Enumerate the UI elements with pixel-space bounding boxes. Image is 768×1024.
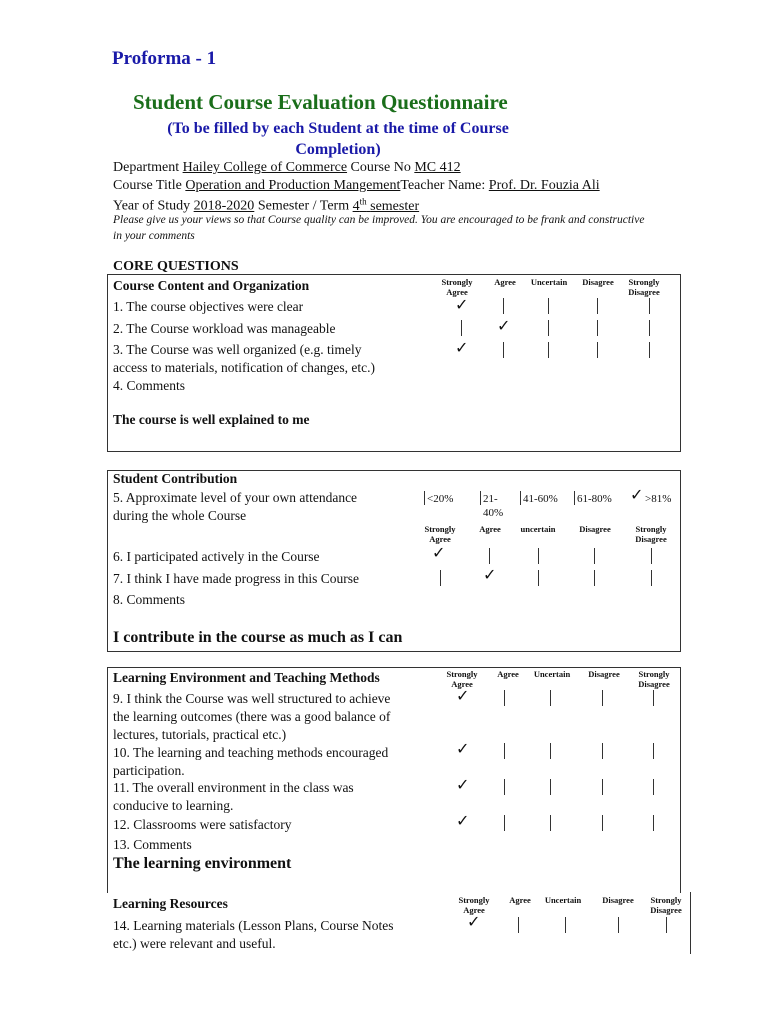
- option-marker[interactable]: [538, 548, 539, 564]
- check-icon: ✓: [456, 777, 470, 794]
- option-marker[interactable]: [618, 917, 619, 933]
- scale-disagree: Disagree: [602, 895, 634, 905]
- question-2: 2. The Course workload was manageable: [113, 321, 336, 336]
- option-marker[interactable]: [424, 491, 425, 505]
- course-title-label: Course Title: [113, 178, 182, 193]
- scale-agree: Agree: [494, 277, 516, 287]
- comment-1: The course is well explained to me: [113, 412, 310, 427]
- scale-strongly-disagree: Strongly Disagree: [650, 895, 682, 915]
- option-marker[interactable]: [548, 298, 549, 314]
- option-marker[interactable]: [602, 815, 603, 831]
- section3-heading: Learning Environment and Teaching Methods: [113, 670, 380, 685]
- check-icon: ✓: [455, 340, 469, 357]
- option-marker[interactable]: [504, 779, 505, 795]
- page-title: Student Course Evaluation Questionnaire: [133, 90, 508, 114]
- option-marker[interactable]: [504, 815, 505, 831]
- option-marker[interactable]: [649, 320, 650, 336]
- scale-uncertain: uncertain: [520, 524, 556, 534]
- course-no-label: Course No: [350, 160, 411, 175]
- scale-agree: Agree: [479, 524, 501, 534]
- semester-value: 4th semester: [352, 196, 420, 214]
- check-icon: ✓: [456, 688, 470, 705]
- option-marker[interactable]: [538, 570, 539, 586]
- course-title-value: Operation and Production Mangement: [185, 178, 401, 193]
- question-5: 5. Approximate level of your own attendance during the whole Course: [113, 490, 358, 523]
- check-icon: ✓: [456, 813, 470, 830]
- option-marker[interactable]: [602, 779, 603, 795]
- option-marker[interactable]: [503, 298, 504, 314]
- scale-agree: Agree: [509, 895, 531, 905]
- subtitle-line-1: (To be filled by each Student at the time of Course: [167, 120, 509, 137]
- course-no-value: MC 412: [414, 160, 461, 175]
- check-icon: ✓: [467, 914, 481, 931]
- attendance-21-40: 21- 40%: [483, 493, 504, 519]
- option-marker[interactable]: [504, 690, 505, 706]
- option-marker[interactable]: [602, 743, 603, 759]
- page-subtitle: [148, 118, 528, 160]
- question-12: 12. Classrooms were satisfactory: [113, 817, 292, 832]
- check-icon: ✓: [456, 741, 470, 758]
- section1-heading: Course Content and Organization: [113, 278, 310, 293]
- attendance-41-60: 41-60%: [523, 493, 558, 505]
- option-marker[interactable]: [653, 743, 654, 759]
- question-7: 7. I think I have made progress in this Course: [113, 571, 359, 586]
- department-label: Department: [113, 160, 180, 175]
- scale-agree: Agree: [497, 669, 519, 679]
- question-3: 3. The Course was well organized (e.g. timely access to materials, notification of changes, etc.): [113, 342, 376, 375]
- option-marker[interactable]: [597, 342, 598, 358]
- option-marker[interactable]: [594, 548, 595, 564]
- question-10: 10. The learning and teaching methods encouraged participation.: [113, 745, 389, 778]
- scale-disagree: Disagree: [582, 277, 614, 287]
- option-marker[interactable]: [520, 491, 521, 505]
- option-marker[interactable]: [574, 491, 575, 505]
- check-icon: ✓: [432, 545, 446, 562]
- check-icon: ✓: [497, 318, 511, 335]
- scale-uncertain: Uncertain: [544, 895, 582, 905]
- scale-strongly-agree: Strongly Agree: [441, 277, 473, 297]
- year-label: Year of Study: [113, 198, 191, 214]
- scale-strongly-agree: Strongly Agree: [458, 895, 490, 915]
- option-marker[interactable]: [503, 342, 504, 358]
- option-marker[interactable]: [518, 917, 519, 933]
- scale-strongly-disagree: Strongly Disagree: [628, 277, 660, 297]
- option-marker[interactable]: [602, 690, 603, 706]
- year-value: 2018-2020: [193, 198, 255, 214]
- section2-heading: Student Contribution: [113, 471, 238, 486]
- department-row: [113, 160, 461, 176]
- core-questions-heading: CORE QUESTIONS: [113, 259, 239, 274]
- comment-2: I contribute in the course as much as I can: [113, 629, 403, 646]
- option-marker[interactable]: [651, 548, 652, 564]
- question-14: 14. Learning materials (Lesson Plans, Course Notes etc.) were relevant and useful.: [113, 918, 394, 951]
- option-marker[interactable]: [548, 342, 549, 358]
- section4-heading: Learning Resources: [113, 896, 228, 911]
- option-marker[interactable]: [649, 342, 650, 358]
- teacher-label: Teacher Name:: [400, 178, 486, 193]
- attendance-61-80: 61-80%: [577, 493, 612, 505]
- scale-uncertain: Uncertain: [533, 669, 571, 679]
- option-marker[interactable]: [550, 690, 551, 706]
- option-marker[interactable]: [653, 779, 654, 795]
- scale-strongly-agree: Strongly Agree: [424, 524, 456, 544]
- question-11: 11. The overall environment in the class was conducive to learning.: [113, 780, 354, 813]
- scale-strongly-disagree: Strongly Disagree: [635, 524, 667, 544]
- option-marker[interactable]: [504, 743, 505, 759]
- course-title-row: [113, 178, 600, 194]
- option-marker[interactable]: [489, 548, 490, 564]
- comment-3: The learning environment: [113, 855, 292, 872]
- question-6: 6. I participated actively in the Course: [113, 549, 320, 564]
- option-marker[interactable]: [550, 815, 551, 831]
- scale-disagree: Disagree: [579, 524, 611, 534]
- option-marker[interactable]: [550, 743, 551, 759]
- department-value: Hailey College of Commerce: [182, 160, 348, 175]
- option-marker[interactable]: [548, 320, 549, 336]
- check-icon: ✓: [483, 567, 497, 584]
- option-marker[interactable]: [649, 298, 650, 314]
- attendance-lt20: <20%: [427, 493, 454, 505]
- option-marker[interactable]: [550, 779, 551, 795]
- proforma-label: Proforma - 1: [112, 48, 217, 69]
- question-4-comments: 4. Comments: [113, 378, 186, 393]
- question-13-comments: 13. Comments: [113, 837, 192, 852]
- option-marker[interactable]: [480, 491, 481, 505]
- option-marker[interactable]: [666, 917, 667, 933]
- scale-strongly-disagree: Strongly Disagree: [638, 669, 670, 689]
- scale-strongly-agree: Strongly Agree: [446, 669, 478, 689]
- option-marker[interactable]: [565, 917, 566, 933]
- instruction-note: Please give us your views so that Course quality can be improved. You are encouraged to be frank and constructive in your comments: [113, 214, 645, 242]
- section4-right-border: [690, 892, 691, 954]
- scale-disagree: Disagree: [588, 669, 620, 679]
- option-marker[interactable]: [597, 298, 598, 314]
- option-marker[interactable]: [597, 320, 598, 336]
- attendance-gt81: >81%: [645, 493, 672, 505]
- option-marker[interactable]: [653, 815, 654, 831]
- check-icon: ✓: [455, 297, 469, 314]
- option-marker[interactable]: [440, 570, 441, 586]
- option-marker[interactable]: [594, 570, 595, 586]
- teacher-value: Prof. Dr. Fouzia Ali: [488, 178, 600, 193]
- option-marker[interactable]: [461, 320, 462, 336]
- question-1: 1. The course objectives were clear: [113, 299, 304, 314]
- option-marker[interactable]: [653, 690, 654, 706]
- question-8-comments: 8. Comments: [113, 592, 186, 607]
- question-9: 9. I think the Course was well structured to achieve the learning outcomes (there was a good balance of lectures, tutorials, practical etc.): [113, 691, 391, 742]
- check-icon: ✓: [630, 487, 644, 504]
- semester-label: Semester / Term: [257, 198, 350, 214]
- scale-uncertain: Uncertain: [530, 277, 568, 287]
- option-marker[interactable]: [651, 570, 652, 586]
- subtitle-line-2: Completion): [295, 141, 381, 158]
